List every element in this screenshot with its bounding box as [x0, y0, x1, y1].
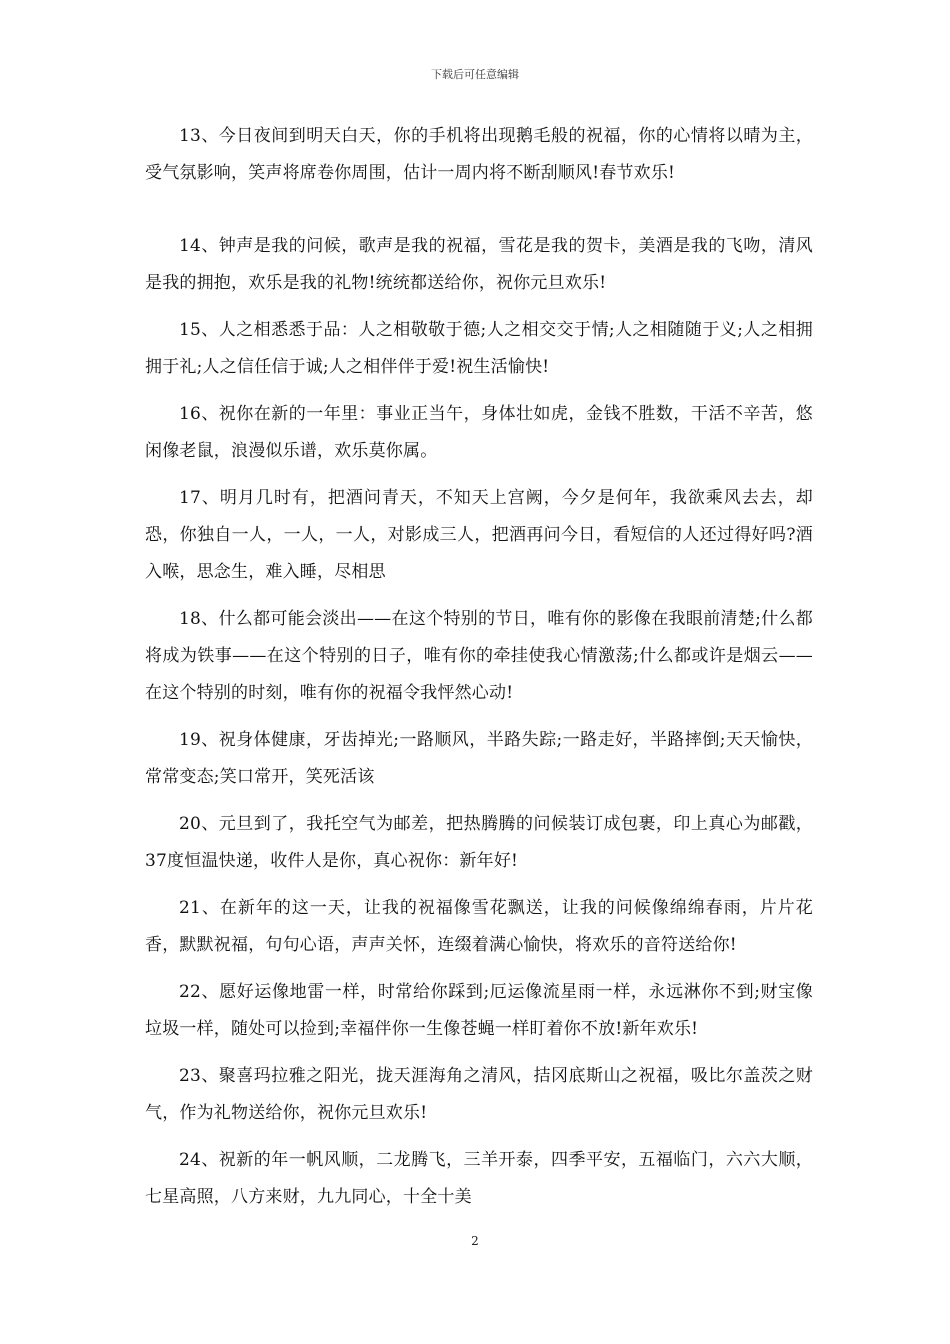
paragraph-14: 14、钟声是我的问候，歌声是我的祝福，雪花是我的贺卡，美酒是我的飞吻，清风是我的拥抱，欢乐是我的礼物!统统都送给你，祝你元旦欢乐! — [145, 236, 813, 293]
paragraph-18: 18、什么都可能会淡出——在这个特别的节日，唯有你的影像在我眼前清楚;什么都将成为铁事——在这个特别的日子，唯有你的牵挂使我心情激荡;什么都或许是烟云——在这个特别的时刻，唯有你的祝福令我怦然心动! — [145, 609, 813, 703]
paragraph-20: 20、元旦到了，我托空气为邮差，把热腾腾的问候装订成包裹，印上真心为邮戳，37度恒温快递，收件人是你，真心祝你：新年好! — [145, 814, 813, 871]
paragraph-13: 13、今日夜间到明天白天，你的手机将出现鹅毛般的祝福，你的心情将以晴为主，受气氛影响，笑声将席卷你周围，估计一周内将不断刮顺风!春节欢乐! — [145, 126, 813, 183]
paragraph-15: 15、人之相悉悉于品：人之相敬敬于德;人之相交交于情;人之相随随于义;人之相拥拥于礼;人之信任信于诚;人之相伴伴于爱!祝生活愉快! — [145, 320, 813, 377]
paragraph-19: 19、祝身体健康，牙齿掉光;一路顺风，半路失踪;一路走好，半路摔倒;天天愉快，常常变态;笑口常开，笑死活该 — [145, 730, 813, 787]
paragraph-16: 16、祝你在新的一年里：事业正当午，身体壮如虎，金钱不胜数，干活不辛苦，悠闲像老鼠，浪漫似乐谱，欢乐莫你属。 — [145, 404, 813, 461]
page-number: 2 — [471, 1234, 479, 1248]
document-body — [145, 118, 813, 1226]
page-header: 下载后可任意编辑 — [431, 68, 519, 81]
paragraph-22: 22、愿好运像地雷一样，时常给你踩到;厄运像流星雨一样，永远淋你不到;财宝像垃圾一样，随处可以捡到;幸福伴你一生像苍蝇一样盯着你不放!新年欢乐! — [145, 982, 813, 1039]
paragraph-21: 21、在新年的这一天，让我的祝福像雪花飘送，让我的问候像绵绵春雨，片片花香，默默祝福，句句心语，声声关怀，连缀着满心愉快，将欢乐的音符送给你! — [145, 898, 813, 955]
paragraph-24: 24、祝新的年一帆风顺，二龙腾飞，三羊开泰，四季平安，五福临门，六六大顺，七星高照，八方来财，九九同心，十全十美 — [145, 1150, 813, 1207]
paragraph-23: 23、聚喜玛拉雅之阳光，拢天涯海角之清风，拮冈底斯山之祝福，吸比尔盖茨之财气，作为礼物送给你，祝你元旦欢乐! — [145, 1066, 813, 1123]
paragraph-17: 17、明月几时有，把酒问青天，不知天上宫阙，今夕是何年，我欲乘风去去，却恐，你独自一人，一人，一人，对影成三人，把酒再问今日，看短信的人还过得好吗?酒入喉，思念生，难入睡，尽相思 — [145, 488, 813, 582]
